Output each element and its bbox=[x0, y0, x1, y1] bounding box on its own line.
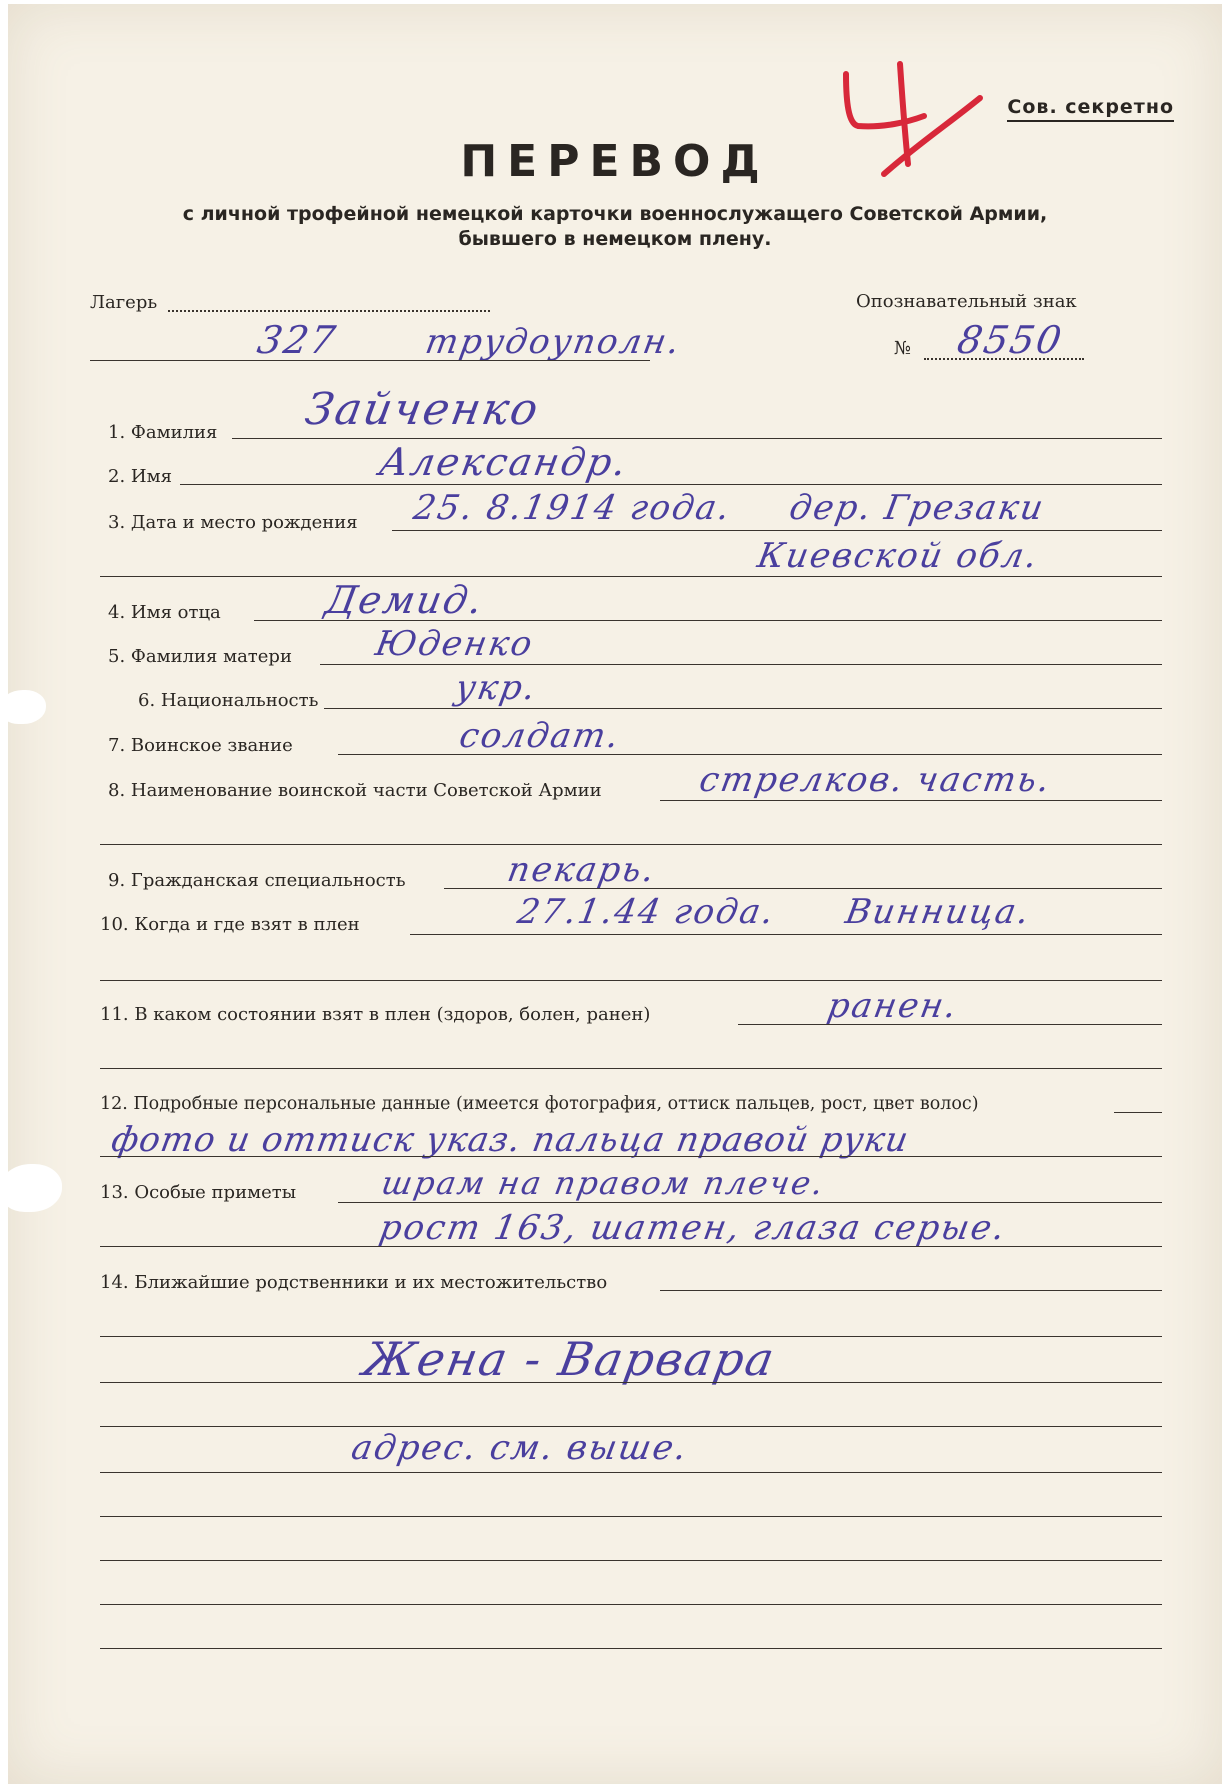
field-11-line-2 bbox=[100, 1068, 1162, 1069]
field-11-value: ранен. bbox=[824, 986, 962, 1026]
camp-value-2: трудоуполн. bbox=[422, 322, 685, 362]
field-2-line bbox=[180, 484, 1162, 485]
field-3-value: 25. 8.1914 года. bbox=[410, 488, 735, 528]
field-14-value: Жена - Варвара bbox=[359, 1332, 780, 1386]
field-14-line-4 bbox=[100, 1426, 1162, 1427]
field-14-line-6 bbox=[100, 1516, 1162, 1517]
field-13-line-2 bbox=[100, 1246, 1162, 1247]
field-8-label: 8. Наименование воинской части Советской Армии bbox=[108, 780, 602, 801]
field-12-value: фото и оттиск указ. пальца правой руки bbox=[108, 1120, 913, 1160]
field-13-line bbox=[338, 1202, 1162, 1203]
field-10-label: 10. Когда и где взят в плен bbox=[100, 914, 360, 935]
field-1-value: Зайченко bbox=[301, 384, 544, 435]
field-9-value: пекарь. bbox=[504, 850, 660, 890]
field-13-value-2: рост 163, шатен, глаза серые. bbox=[376, 1208, 1010, 1248]
field-12-line bbox=[1114, 1112, 1162, 1113]
field-10-value-2: Винница. bbox=[842, 892, 1034, 932]
field-12-label: 12. Подробные персональные данные (имеется фотография, оттиск пальцев, рост, цвет волос) bbox=[100, 1094, 979, 1114]
field-14-line-3 bbox=[100, 1382, 1162, 1383]
field-10-value: 27.1.44 года. bbox=[514, 892, 779, 932]
field-14-line-9 bbox=[100, 1648, 1162, 1649]
field-3-line-2 bbox=[100, 576, 1162, 577]
field-11-label: 11. В каком состоянии взят в плен (здоров, болен, ранен) bbox=[100, 1004, 651, 1025]
field-9-label: 9. Гражданская специальность bbox=[108, 870, 406, 891]
field-10-line-2 bbox=[100, 980, 1162, 981]
field-9-line bbox=[444, 888, 1162, 889]
field-13-label: 13. Особые приметы bbox=[100, 1182, 297, 1203]
field-13-value: шрам на правом плече. bbox=[378, 1164, 828, 1202]
field-11-line bbox=[738, 1024, 1162, 1025]
field-14-label: 14. Ближайшие родственники и их местожительство bbox=[100, 1272, 608, 1293]
field-4-value: Демид. bbox=[322, 578, 488, 622]
field-3-line bbox=[392, 530, 1162, 531]
punch-hole-upper bbox=[0, 690, 46, 724]
field-7-line bbox=[338, 754, 1162, 755]
field-14-line-8 bbox=[100, 1604, 1162, 1605]
field-6-value: укр. bbox=[452, 668, 541, 708]
field-7-label: 7. Воинское звание bbox=[108, 735, 293, 756]
field-4-line bbox=[254, 620, 1162, 621]
field-12-line-2 bbox=[100, 1156, 1162, 1157]
field-14-line-7 bbox=[100, 1560, 1162, 1561]
field-14-line bbox=[660, 1290, 1162, 1291]
field-14-value-2: адрес. см. выше. bbox=[348, 1428, 692, 1468]
field-5-label: 5. Фамилия матери bbox=[108, 646, 292, 667]
field-7-value: солдат. bbox=[456, 716, 624, 756]
camp-dotted-line bbox=[168, 310, 490, 312]
field-8-line bbox=[660, 800, 1162, 801]
field-8-line-2 bbox=[100, 844, 1162, 845]
document-title: ПЕРЕВОД bbox=[460, 136, 770, 187]
camp-label: Лагерь bbox=[90, 292, 158, 313]
field-2-value: Александр. bbox=[376, 440, 632, 484]
field-4-label: 4. Имя отца bbox=[108, 602, 221, 623]
field-6-label: 6. Национальность bbox=[138, 690, 319, 711]
field-1-label: 1. Фамилия bbox=[108, 422, 218, 443]
field-1-line bbox=[232, 438, 1162, 439]
field-8-value: стрелков. часть. bbox=[696, 760, 1055, 800]
id-mark-label: Опознавательный знак bbox=[856, 291, 1077, 312]
document-subtitle bbox=[8, 202, 1222, 252]
field-5-line bbox=[320, 664, 1162, 665]
punch-hole-lower bbox=[0, 1164, 62, 1212]
document-sheet bbox=[8, 4, 1222, 1784]
id-number-line bbox=[924, 358, 1084, 360]
field-3-value-2: дер. Грезаки bbox=[786, 488, 1048, 528]
subtitle-line-1: с личной трофейной немецкой карточки военнослужащего Советской Армии, bbox=[182, 203, 1048, 225]
field-6-line bbox=[324, 708, 1162, 709]
field-10-line bbox=[410, 934, 1162, 935]
field-3-value-3: Киевской обл. bbox=[754, 536, 1042, 576]
number-sign: № bbox=[894, 338, 912, 359]
classification-label: Сов. секретно bbox=[1007, 96, 1174, 122]
camp-value: 327 bbox=[254, 318, 341, 362]
camp-line bbox=[90, 360, 650, 361]
field-2-label: 2. Имя bbox=[108, 466, 172, 487]
subtitle-line-2: бывшего в немецком плену. bbox=[458, 228, 772, 250]
field-3-label: 3. Дата и место рождения bbox=[108, 512, 358, 533]
field-5-value: Юденко bbox=[372, 624, 537, 664]
id-number-value: 8550 bbox=[954, 318, 1067, 362]
field-14-line-5 bbox=[100, 1472, 1162, 1473]
